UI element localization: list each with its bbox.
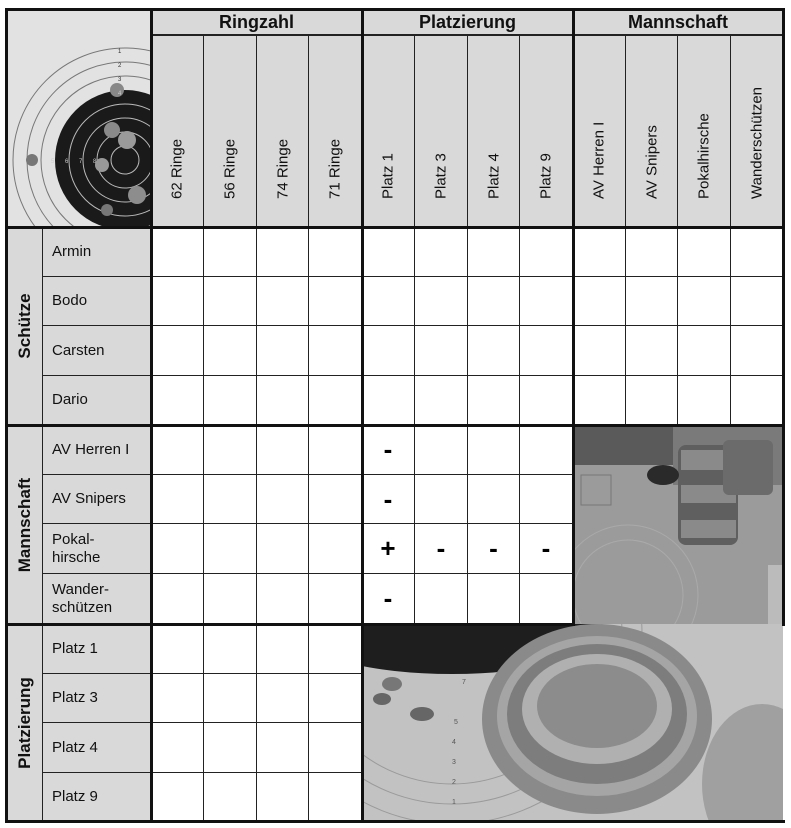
- grid-cell[interactable]: [204, 624, 257, 674]
- grid-cell[interactable]: [204, 475, 257, 524]
- grid-cell[interactable]: [731, 277, 783, 326]
- grid-cell[interactable]: [309, 376, 362, 425]
- grid-cell[interactable]: [204, 376, 257, 425]
- grid-cell[interactable]: [257, 524, 309, 574]
- svg-text:2: 2: [452, 779, 456, 786]
- grid-cell[interactable]: [204, 277, 257, 326]
- grid-cell[interactable]: [573, 227, 626, 277]
- grid-cell[interactable]: [468, 376, 520, 425]
- col-header-platz-1: Platz 1: [362, 36, 415, 227]
- grid-cell[interactable]: [626, 227, 678, 277]
- minus-mark: -: [383, 483, 393, 514]
- grid-cell[interactable]: [626, 277, 678, 326]
- header-mannschaft: Mannschaft: [573, 10, 783, 36]
- grid-cell[interactable]: [678, 376, 731, 425]
- row-label-av-snipers: AV Snipers: [43, 475, 151, 524]
- grid-cell[interactable]: [731, 227, 783, 277]
- grid-cell[interactable]: [151, 277, 204, 326]
- svg-text:6: 6: [65, 159, 69, 165]
- grid-cell[interactable]: [204, 227, 257, 277]
- grid-cell[interactable]: [415, 574, 468, 624]
- grid-cell[interactable]: [151, 624, 204, 674]
- col-header-av-snipers: AV Snipers: [626, 36, 678, 227]
- grid-cell[interactable]: [257, 376, 309, 425]
- grid-cell[interactable]: [573, 277, 626, 326]
- grid-cell[interactable]: [257, 723, 309, 773]
- grid-cell[interactable]: [151, 773, 204, 821]
- grid-cell[interactable]: [257, 475, 309, 524]
- row-label-armin: Armin: [43, 227, 151, 277]
- grid-cell[interactable]: [520, 227, 573, 277]
- grid-cell[interactable]: [151, 674, 204, 723]
- grid-cell[interactable]: [204, 674, 257, 723]
- grid-cell[interactable]: [309, 227, 362, 277]
- divider-v-2: [361, 8, 364, 823]
- grid-cell[interactable]: [415, 326, 468, 376]
- row-label-platz-4: Platz 4: [43, 723, 151, 773]
- divider-h-1: [5, 226, 785, 229]
- row-label-platz-9: Platz 9: [43, 773, 151, 821]
- svg-text:1: 1: [118, 49, 122, 55]
- grid-cell[interactable]: [257, 425, 309, 475]
- grid-cell[interactable]: [151, 326, 204, 376]
- row-label-platz-3: Platz 3: [43, 674, 151, 723]
- svg-text:1: 1: [452, 799, 456, 806]
- grid-cell[interactable]: [204, 574, 257, 624]
- grid-cell[interactable]: [520, 574, 573, 624]
- grid-cell[interactable]: [309, 277, 362, 326]
- grid-cell[interactable]: [468, 227, 520, 277]
- minus-mark: -: [541, 533, 551, 563]
- svg-text:4: 4: [118, 91, 122, 97]
- grid-cell[interactable]: [678, 227, 731, 277]
- divider-h-2: [5, 424, 785, 427]
- grid-cell[interactable]: [573, 326, 626, 376]
- row-label-dario: Dario: [43, 376, 151, 425]
- svg-text:8: 8: [93, 159, 97, 165]
- row-label-av-herren-i: AV Herren I: [43, 425, 151, 475]
- grid-cell[interactable]: [362, 524, 415, 574]
- row-label-wanderschuetzen: Wander- schützen: [43, 574, 151, 624]
- row-label-carsten: Carsten: [43, 326, 151, 376]
- grid-cell[interactable]: [362, 425, 415, 475]
- grid-cell[interactable]: [257, 773, 309, 821]
- col-header-platz-3: Platz 3: [415, 36, 468, 227]
- grid-cell[interactable]: [468, 326, 520, 376]
- grid-cell[interactable]: [415, 376, 468, 425]
- grid-cell[interactable]: [626, 376, 678, 425]
- target-image: [7, 10, 151, 227]
- col-header-71-ringe: 71 Ringe: [309, 36, 362, 227]
- svg-text:5: 5: [51, 159, 55, 165]
- grid-cell[interactable]: [731, 326, 783, 376]
- border-left: [5, 8, 8, 823]
- grid-cell[interactable]: [309, 326, 362, 376]
- grid-cell[interactable]: [309, 624, 362, 674]
- col-header-74-ringe: 74 Ringe: [257, 36, 309, 227]
- grid-cell[interactable]: [468, 475, 520, 524]
- grid-cell[interactable]: [415, 425, 468, 475]
- col-header-pokalhirsche: Pokalhirsche: [678, 36, 731, 227]
- row-label-platz-1: Platz 1: [43, 624, 151, 674]
- grid-cell[interactable]: [204, 326, 257, 376]
- grid-cell[interactable]: [204, 773, 257, 821]
- grid-cell[interactable]: [151, 723, 204, 773]
- svg-text:3: 3: [452, 759, 456, 766]
- col-header-platz-4: Platz 4: [468, 36, 520, 227]
- grid-cell[interactable]: [626, 326, 678, 376]
- grid-cell[interactable]: [151, 227, 204, 277]
- grid-cell[interactable]: [468, 425, 520, 475]
- svg-text:4: 4: [452, 739, 456, 746]
- photo-shooting-range: [573, 425, 783, 624]
- header-ringzahl: Ringzahl: [151, 10, 362, 36]
- row-label-pokalhirsche: Pokal- hirsche: [43, 524, 151, 574]
- grid-cell[interactable]: [362, 227, 415, 277]
- grid-cell[interactable]: [257, 574, 309, 624]
- svg-text:3: 3: [118, 77, 122, 83]
- grid-cell[interactable]: [309, 475, 362, 524]
- row-group-schuetze: Schütze: [7, 227, 43, 425]
- grid-cell[interactable]: [151, 376, 204, 425]
- minus-mark: -: [383, 583, 393, 613]
- divider-v-3: [572, 8, 575, 626]
- grid-cell[interactable]: [415, 475, 468, 524]
- grid-cell[interactable]: [309, 723, 362, 773]
- grid-cell[interactable]: [468, 574, 520, 624]
- grid-cell[interactable]: [415, 524, 468, 574]
- grid-cell[interactable]: [520, 524, 573, 574]
- grid-cell[interactable]: [257, 674, 309, 723]
- grid-cell[interactable]: [573, 376, 626, 425]
- grid-cell[interactable]: [415, 227, 468, 277]
- grid-cell[interactable]: [257, 277, 309, 326]
- photo-pellet-tin: [362, 624, 783, 821]
- grid-cell[interactable]: [151, 574, 204, 624]
- divider-h-3: [5, 623, 575, 626]
- minus-mark: -: [383, 434, 393, 464]
- grid-cell[interactable]: [520, 326, 573, 376]
- grid-cell[interactable]: [309, 674, 362, 723]
- svg-text:7: 7: [79, 159, 83, 165]
- grid-cell[interactable]: [151, 524, 204, 574]
- grid-cell[interactable]: [309, 574, 362, 624]
- header-platzierung: Platzierung: [362, 10, 573, 36]
- grid-cell[interactable]: [257, 227, 309, 277]
- col-header-56-ringe: 56 Ringe: [204, 36, 257, 227]
- grid-cell[interactable]: [520, 376, 573, 425]
- border-bottom: [5, 820, 785, 823]
- svg-text:5: 5: [454, 719, 458, 726]
- grid-cell[interactable]: [520, 475, 573, 524]
- grid-cell[interactable]: [520, 277, 573, 326]
- grid-cell[interactable]: [309, 773, 362, 821]
- grid-cell[interactable]: [731, 376, 783, 425]
- col-header-platz-9: Platz 9: [520, 36, 573, 227]
- border-top: [5, 8, 785, 11]
- row-group-mannschaft: Mannschaft: [7, 425, 43, 624]
- minus-mark: -: [489, 533, 498, 563]
- grid-cell[interactable]: [520, 425, 573, 475]
- grid-cell[interactable]: [468, 277, 520, 326]
- col-header-wanderschuetzen: Wanderschützen: [731, 36, 783, 227]
- grid-cell[interactable]: [362, 326, 415, 376]
- grid-cell[interactable]: [362, 574, 415, 624]
- grid-cell[interactable]: [151, 425, 204, 475]
- grid-cell[interactable]: [257, 624, 309, 674]
- grid-cell[interactable]: [678, 326, 731, 376]
- col-header-av-herren-i: AV Herren I: [573, 36, 626, 227]
- grid-cell[interactable]: [309, 524, 362, 574]
- grid-cell[interactable]: [204, 524, 257, 574]
- grid-cell[interactable]: [151, 475, 204, 524]
- row-label-bodo: Bodo: [43, 277, 151, 326]
- grid-cell[interactable]: [362, 475, 415, 524]
- col-header-62-ringe: 62 Ringe: [151, 36, 204, 227]
- svg-text:2: 2: [118, 63, 122, 69]
- grid-cell[interactable]: [362, 277, 415, 326]
- divider-v-1: [150, 8, 153, 823]
- grid-cell[interactable]: [204, 723, 257, 773]
- grid-cell[interactable]: [678, 277, 731, 326]
- grid-cell[interactable]: [257, 326, 309, 376]
- grid-cell[interactable]: [309, 425, 362, 475]
- plus-mark: +: [380, 533, 396, 563]
- border-right: [782, 8, 785, 626]
- svg-text:7: 7: [462, 679, 466, 686]
- grid-cell[interactable]: [415, 277, 468, 326]
- grid-cell[interactable]: [362, 376, 415, 425]
- row-group-platzierung: Platzierung: [7, 624, 43, 821]
- minus-mark: -: [436, 533, 446, 563]
- grid-cell[interactable]: [204, 425, 257, 475]
- grid-cell[interactable]: [468, 524, 520, 574]
